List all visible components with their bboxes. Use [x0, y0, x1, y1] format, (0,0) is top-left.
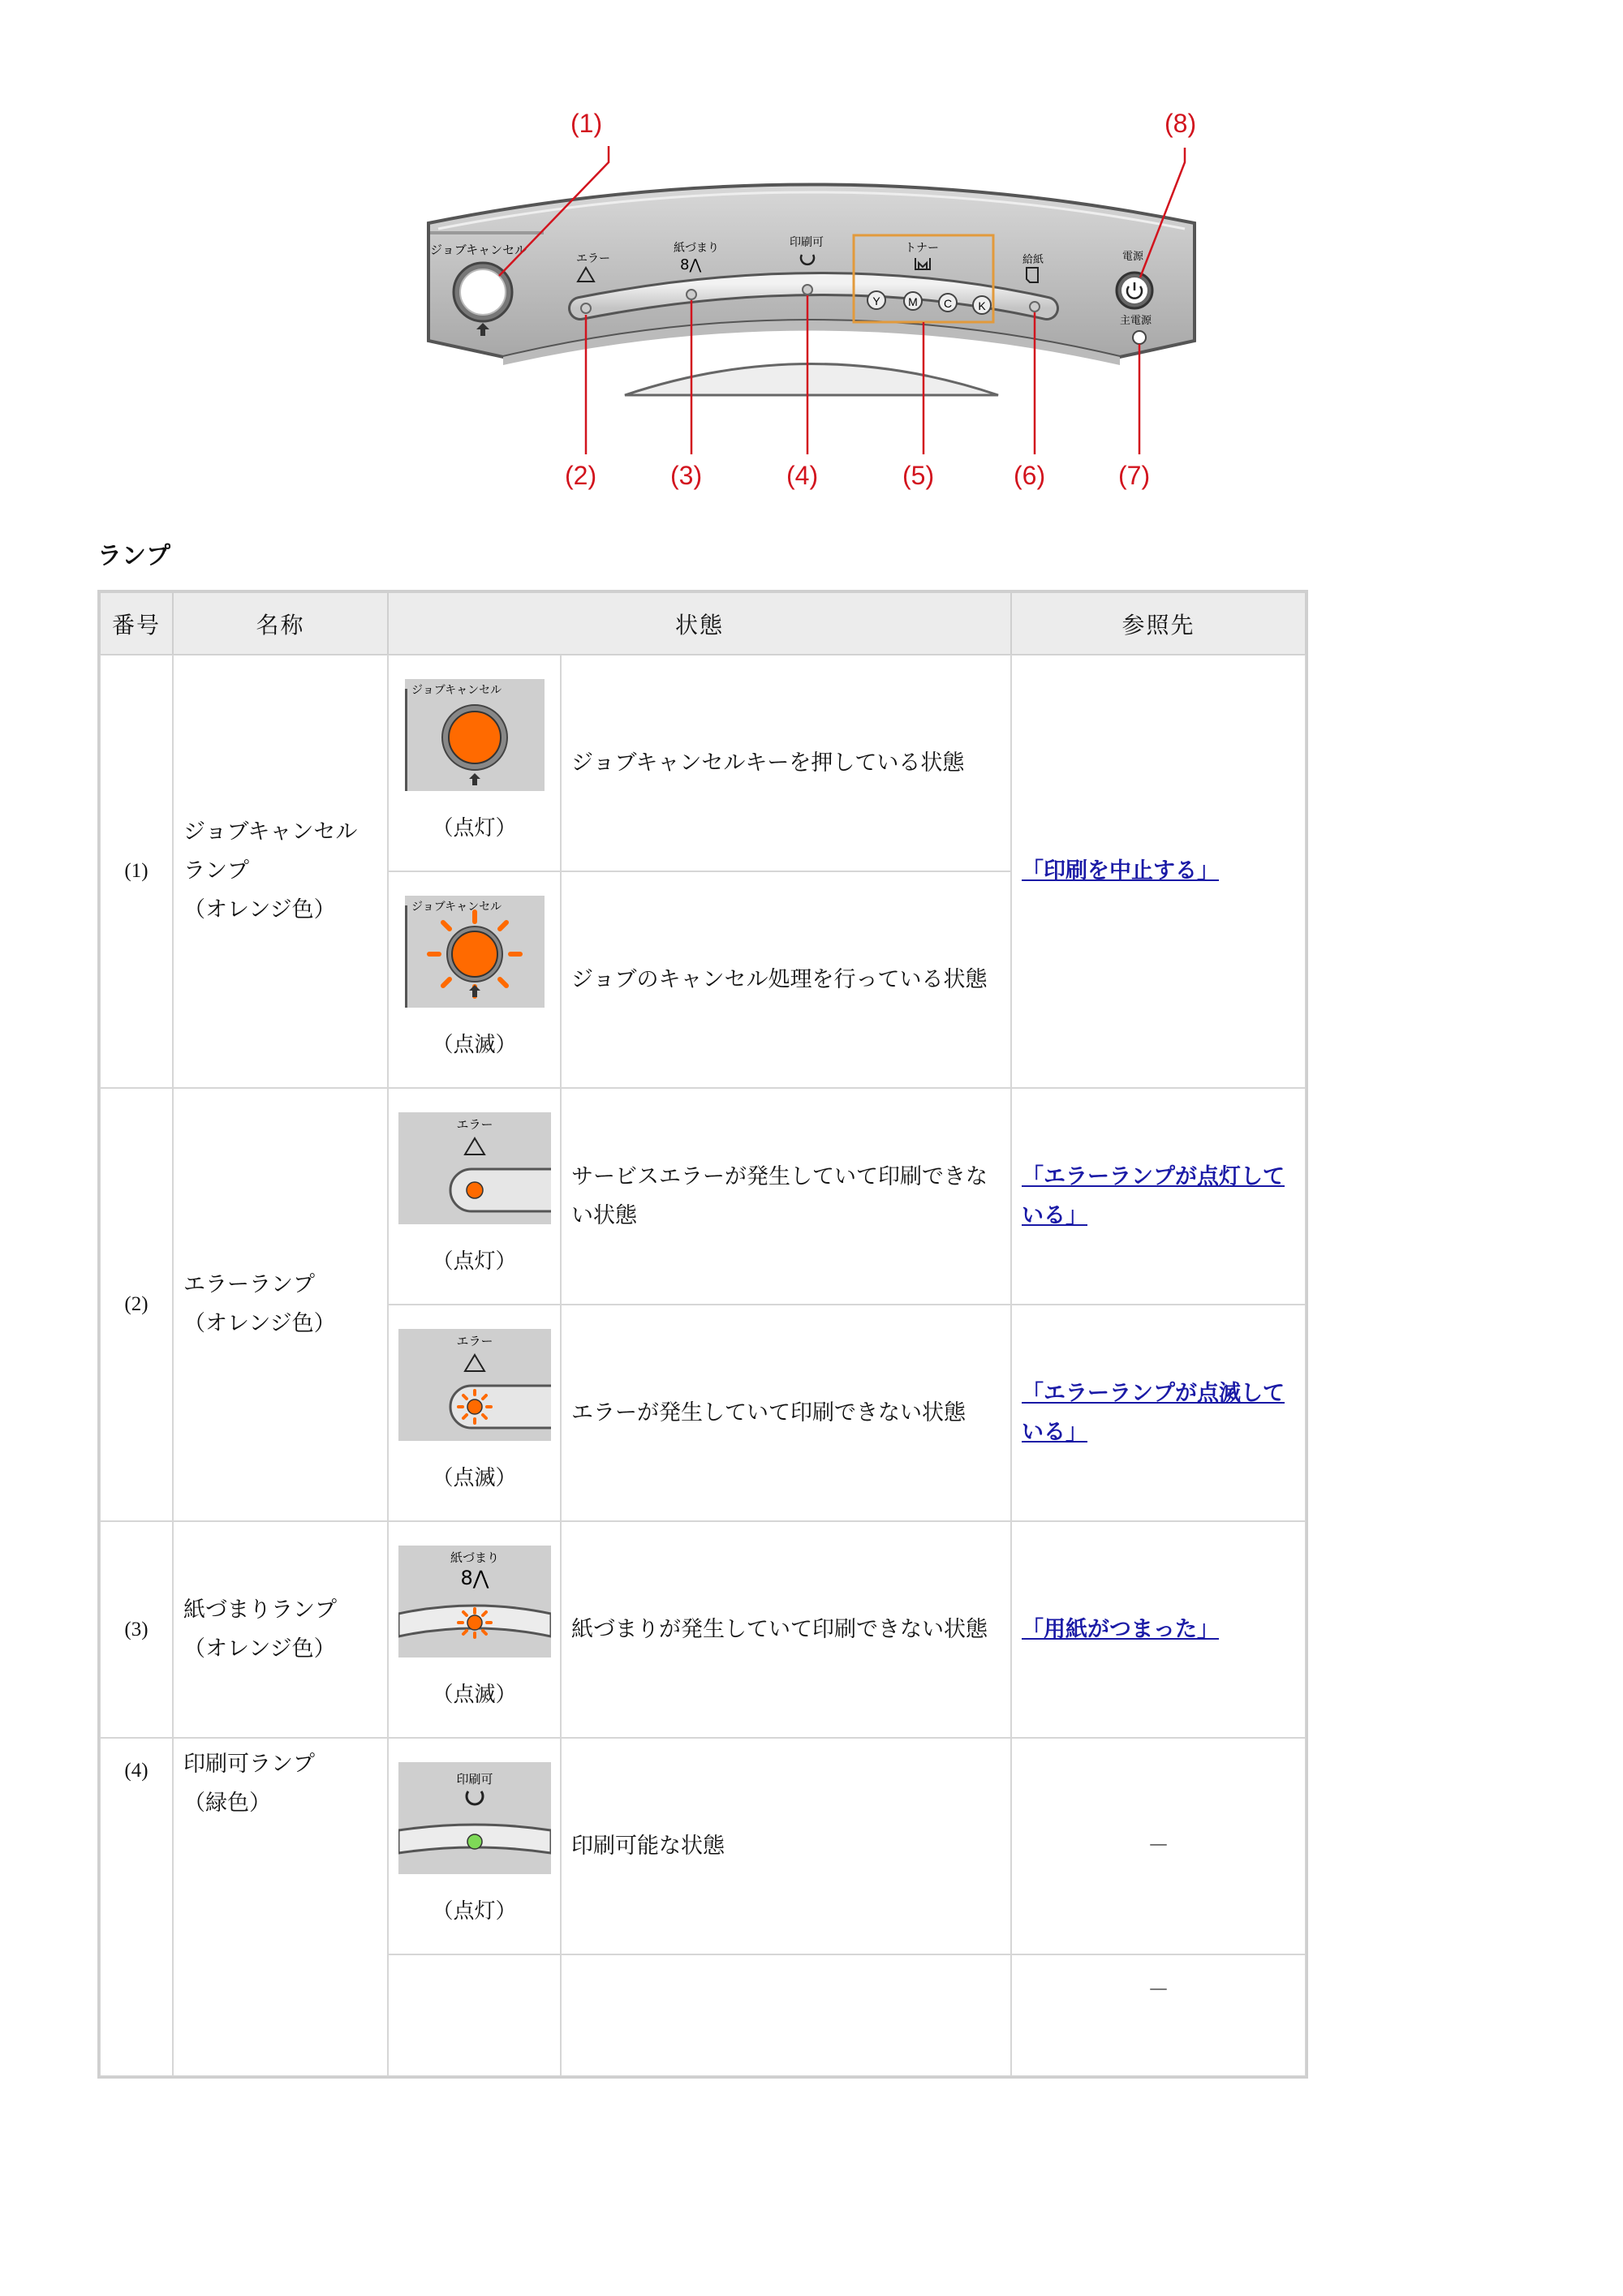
thumb-label: ジョブキャンセル: [411, 683, 502, 697]
thumb-label: ジョブキャンセル: [411, 900, 502, 914]
header-name: 名称: [173, 592, 388, 655]
reference-cell: [1011, 655, 1306, 1088]
name-line: エラーランプ: [183, 1272, 315, 1297]
callout-6: (6): [1014, 461, 1046, 490]
toner-c-label: C: [943, 297, 953, 310]
state-caption: （点滅）: [432, 1032, 517, 1057]
row-name: [173, 1521, 388, 1738]
reference-link[interactable]: 「用紙がつまった」: [1022, 1616, 1220, 1642]
reference-cell: [1011, 1088, 1306, 1305]
paper-jam-icon: 8⋀: [680, 256, 702, 273]
panel-label-main-power: 主電源: [1120, 315, 1152, 327]
paper-jam-blinking-thumbnail: [398, 1546, 551, 1658]
state-description: 印刷可能な状態: [561, 1738, 1011, 1954]
state-image-cell: [388, 1954, 561, 2076]
thumb-label: 印刷可: [455, 1771, 493, 1786]
callout-3: (3): [670, 461, 703, 490]
toner-y-label: Y: [872, 295, 880, 307]
reference-link[interactable]: 「エラーランプが点滅している」: [1022, 1380, 1285, 1445]
panel-label-toner: トナー: [905, 242, 939, 255]
state-image-cell: [388, 1521, 561, 1738]
state-image-cell: [388, 1738, 561, 1954]
error-blinking-thumbnail: [398, 1329, 551, 1441]
row-name: [173, 1088, 388, 1521]
row-number: (4): [100, 1738, 173, 2076]
reference-cell: [1011, 1305, 1306, 1521]
lamp-table: [97, 590, 1308, 2079]
ready-lit-thumbnail: [398, 1762, 551, 1874]
lamp-blinking: [467, 1400, 482, 1414]
callout-4: (4): [786, 461, 819, 490]
error-led: [581, 303, 591, 313]
table-row: [100, 1521, 1306, 1738]
table-header-row: [100, 592, 1306, 655]
panel-label-paper-jam: 紙づまり: [674, 242, 719, 255]
job-cancel-lit-thumbnail: [405, 679, 545, 791]
state-caption: （点灯）: [432, 815, 517, 841]
lamp-blinking: [452, 931, 497, 977]
name-line: ランプ: [183, 858, 249, 884]
panel-label-power: 電源: [1122, 251, 1144, 263]
panel-label-ready: 印刷可: [790, 236, 824, 249]
callout-8: (8): [1165, 109, 1197, 138]
name-line: （緑色）: [183, 1791, 271, 1816]
header-state: 状態: [388, 592, 1011, 655]
paper-feed-led: [1030, 302, 1040, 312]
name-line: 印刷可ランプ: [183, 1752, 315, 1777]
state-description: 紙づまりが発生していて印刷できない状態: [561, 1521, 1011, 1738]
reference-none: －: [1011, 1738, 1306, 1954]
reference-none: －: [1011, 1954, 1306, 2076]
header-reference: 参照先: [1011, 592, 1306, 655]
thumb-label: 紙づまり: [450, 1550, 499, 1565]
callout-1: (1): [570, 109, 603, 138]
name-line: （オレンジ色）: [183, 1636, 336, 1662]
ready-led: [803, 285, 812, 295]
name-line: 紙づまりランプ: [183, 1597, 337, 1623]
state-caption: （点滅）: [432, 1465, 517, 1490]
reference-link[interactable]: 「エラーランプが点灯している」: [1022, 1163, 1285, 1228]
panel-cavity: [625, 364, 998, 396]
job-cancel-blinking-thumbnail: [405, 896, 545, 1008]
state-caption: （点灯）: [432, 1898, 517, 1924]
callout-2: (2): [565, 461, 597, 490]
panel-label-job-cancel: ジョブキャンセル: [430, 243, 527, 257]
state-description: エラーが発生していて印刷できない状態: [561, 1305, 1011, 1521]
control-panel-diagram: [406, 97, 1217, 519]
thumb-label: エラー: [455, 1333, 493, 1348]
thumb-label: エラー: [455, 1116, 493, 1132]
error-lit-thumbnail: [398, 1112, 551, 1224]
state-description: [561, 1954, 1011, 2076]
state-image-cell: [388, 1088, 561, 1305]
state-description: ジョブキャンセルキーを押している状態: [561, 655, 1011, 871]
lamp-blinking: [467, 1615, 482, 1630]
state-image-cell: [388, 871, 561, 1088]
reference-link[interactable]: 「印刷を中止する」: [1022, 858, 1220, 884]
row-name: [173, 1738, 388, 2076]
state-description: サービスエラーが発生していて印刷できない状態: [561, 1088, 1011, 1305]
lamp-lit: [467, 1834, 482, 1849]
callout-5: (5): [902, 461, 935, 490]
state-image-cell: [388, 655, 561, 871]
table-row: [100, 655, 1306, 871]
state-description: ジョブのキャンセル処理を行っている状態: [561, 871, 1011, 1088]
section-title: ランプ: [97, 542, 170, 570]
panel-label-error: エラー: [576, 252, 610, 265]
row-number: (3): [100, 1521, 173, 1738]
table-row: [100, 1738, 1306, 1954]
control-panel-illustration: [406, 97, 1217, 519]
lamp-lit: [467, 1182, 483, 1198]
name-line: （オレンジ色）: [183, 1311, 336, 1336]
header-number: 番号: [100, 592, 173, 655]
toner-k-label: K: [978, 299, 986, 312]
state-caption: （点滅）: [432, 1682, 517, 1707]
row-number: (1): [100, 655, 173, 1088]
name-line: ジョブキャンセル: [183, 819, 358, 845]
name-line: （オレンジ色）: [183, 897, 336, 922]
toner-m-label: M: [908, 295, 918, 308]
callout-7: (7): [1118, 461, 1151, 490]
panel-label-paper-feed: 給紙: [1022, 254, 1044, 266]
table-row: [100, 1088, 1306, 1305]
state-image-cell: [388, 1305, 561, 1521]
reference-cell: [1011, 1521, 1306, 1738]
state-caption: （点灯）: [432, 1249, 517, 1274]
paper-jam-icon: 8⋀: [460, 1566, 489, 1589]
row-number: (2): [100, 1088, 173, 1521]
main-power-led: [1133, 331, 1146, 344]
paper-jam-led: [687, 290, 696, 299]
lamp-lit: [449, 712, 501, 763]
row-name: [173, 655, 388, 1088]
